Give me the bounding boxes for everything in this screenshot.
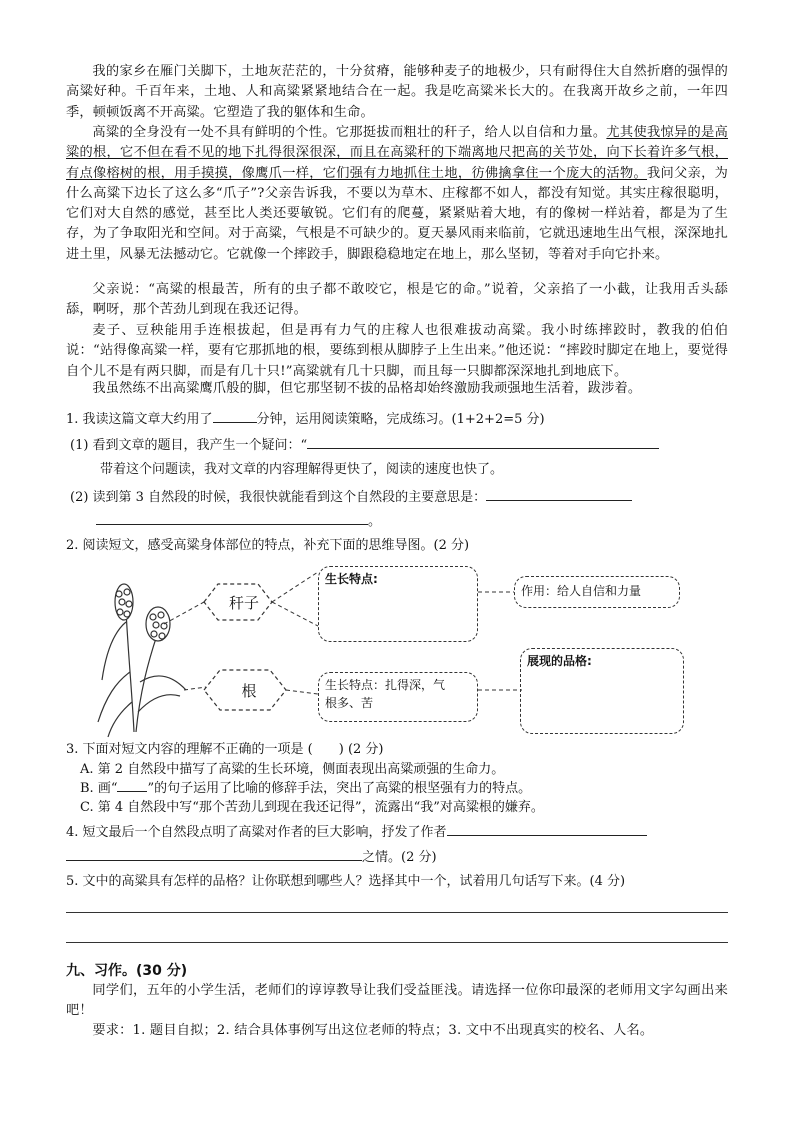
q4-end: 之情。(2 分): [362, 850, 437, 865]
q3-option-c[interactable]: C. 第 4 自然段中写“那个苦劲儿到现在我还记得”，流露出“我”对高粱根的嫌弃。: [80, 800, 544, 815]
q1-sub-1-follow: 带着这个问题读，我对文章的内容理解得更快了，阅读的速度也快了。: [100, 462, 504, 477]
q4-stem: 4. 短文最后一个自然段点明了高粱对作者的巨大影响，抒发了作者: [66, 825, 447, 840]
section-9-requirements: 要求：1. 题目自拟；2. 结合具体事例写出这位老师的特点；3. 文中不出现真实的校名、人名。: [92, 1023, 654, 1038]
section-9-title: 九、习作。(30 分): [66, 963, 188, 979]
q1-main-idea-blank-2[interactable]: [96, 510, 368, 525]
q1-question-blank[interactable]: [307, 434, 659, 449]
stalk-growth-box[interactable]: [318, 566, 478, 642]
stalk-label: 秆子: [228, 594, 259, 612]
q1-stem-a: 1. 我读这篇文章大约用了: [66, 412, 213, 427]
passage-paragraph-1: 我的家乡在雁门关脚下，土地灰茫茫的，十分贫瘠，能够种麦子的地极少，只有耐得住大自然折磨的强悍的高粱好种。千百年来，土地、人和高粱紧紧地结合在一起。我是吃高粱米长大的。在我离开故乡之前，一年四季，顿顿饭离不开高粱。它塑造了我的躯体和生命。: [66, 64, 728, 120]
question-2: 2. 阅读短文，感受高粱身体部位的特点，补充下面的思维导图。(2 分): [66, 538, 470, 553]
question-1: [66, 408, 545, 430]
q3-option-b-a: B. 画“: [80, 781, 118, 796]
q1-sub-1: [70, 434, 659, 456]
q5-answer-line-2[interactable]: [66, 942, 728, 943]
stalk-function-text: 作用：给人自信和力量: [521, 584, 642, 598]
root-growth-line-2: 根多、苦: [325, 696, 374, 710]
question-3: 3. 下面对短文内容的理解不正确的一项是 ( ) (2 分): [66, 742, 384, 757]
q1-sub-2-cont: [96, 510, 381, 532]
q1-stem-b: 分钟，运用阅读策略，完成练习。(1+2+2=5 分): [256, 412, 545, 427]
q4-blank-2[interactable]: [66, 846, 362, 861]
underlined-sentence: 尤其使我惊异的是高粱的根，它不但在看不见的地下扎得很深很深，而且在高粱秆的下端离地尺把高的关节处，向下长着许多气根，有点像榕树的根，用手摸摸，像鹰爪一样，它们强有力地抓住土地，彷佛擒拿住一个庞大的活物。: [66, 125, 728, 181]
section-9-intro: 同学们，五年的小学生活，老师们的谆谆教导让我们受益匪浅。请选择一位你印最深的老师用文字勾画出来吧！: [66, 983, 728, 1019]
passage-paragraph-2: [66, 123, 728, 265]
stalk-function-box: [514, 576, 680, 608]
q1-sub2-end: 。: [368, 514, 382, 529]
root-growth-line-1: 生长特点：扎得深，气: [325, 678, 446, 692]
root-growth-box: [318, 672, 478, 722]
connector-plant-root: [184, 687, 206, 690]
q1-minutes-blank[interactable]: [213, 408, 257, 423]
passage-paragraph-5: 我虽然练不出高粱鹰爪般的脚，但它那坚韧不拔的品格却始终激励我顽强地生活着，跋涉着。: [92, 381, 642, 396]
q1-main-idea-blank-1[interactable]: [486, 486, 632, 501]
stalk-growth-title: 生长特点:: [325, 572, 378, 586]
q1-sub1-text: (1) 看到文章的题目，我产生一个疑问：“: [70, 438, 308, 453]
q3-option-a[interactable]: A. 第 2 自然段中描写了高粱的生长环境，侧面表现出高粱顽强的生命力。: [80, 762, 505, 777]
question-4-cont: [66, 846, 437, 868]
passage-paragraph-3: 父亲说：“高粱的根最苦，所有的虫子都不敢咬它，根是它的命。”说着，父亲掐了一小截，让我用舌头舔舔，啊呀，那个苦劲儿到现在我还记得。: [66, 282, 728, 318]
q3-underline-mark: [117, 781, 147, 792]
root-quality-title: 展现的品格:: [527, 654, 592, 668]
question-5: 5. 文中的高粱具有怎样的品格？让你联想到哪些人？选择其中一个，试着用几句话写下来。(4 分): [66, 874, 626, 889]
q1-sub2-text: (2) 读到第 3 自然段的时候，我很快就能看到这个自然段的主要意思是：: [70, 490, 487, 505]
sorghum-plant-icon: [98, 584, 186, 737]
q3-option-b-b: ”的句子运用了比喻的修辞手法，突出了高粱的根坚强有力的特点。: [147, 781, 532, 796]
q3-option-b[interactable]: [80, 779, 531, 799]
paragraph-2-intro: 高粱的全身没有一处不具有鲜明的个性。它那挺拔而粗壮的秆子，给人以自信和力量。: [92, 125, 607, 140]
q4-blank-1[interactable]: [447, 821, 647, 836]
paragraph-2-rest: 我问父亲，为什么高粱下边长了这么多“爪子”?父亲告诉我，不要以为草木、庄稼都不如人，都没有知觉。其实庄稼很聪明，它们对大自然的感觉，甚至比人类还要敏锐。它们有的爬蔓，紧紧贴着大地，有的像树一样站着，都是为了生存，为了争取阳光和空间。对于高粱，气根是不可缺少的。夏天暴风雨来临前，它就迅速地生出气根，深深地扎进土里，风暴无法撼动它。它就像一个摔跤手，脚跟稳稳地定在地上，那么坚韧，等着对手向它扑来。: [66, 165, 728, 262]
root-label: 根: [241, 682, 257, 700]
q1-sub-2: [70, 486, 632, 508]
root-quality-box[interactable]: [520, 648, 684, 734]
passage-paragraph-4: 麦子、豆秧能用手连根拔起，但是再有力气的庄稼人也很难拔动高粱。我小时练摔跤时，教我的伯伯说：“站得像高粱一样，要有它那抓地的根，要练到根从脚脖子上生出来。”他还说：“摔跤时脚定在地上，要觉得自个儿不是有两只脚，而是有几十只!”高粱就有几十只脚，而且每一只脚都深深地扎到地底下。: [66, 323, 728, 379]
question-4: [66, 821, 647, 843]
q5-answer-line-1[interactable]: [66, 912, 728, 913]
